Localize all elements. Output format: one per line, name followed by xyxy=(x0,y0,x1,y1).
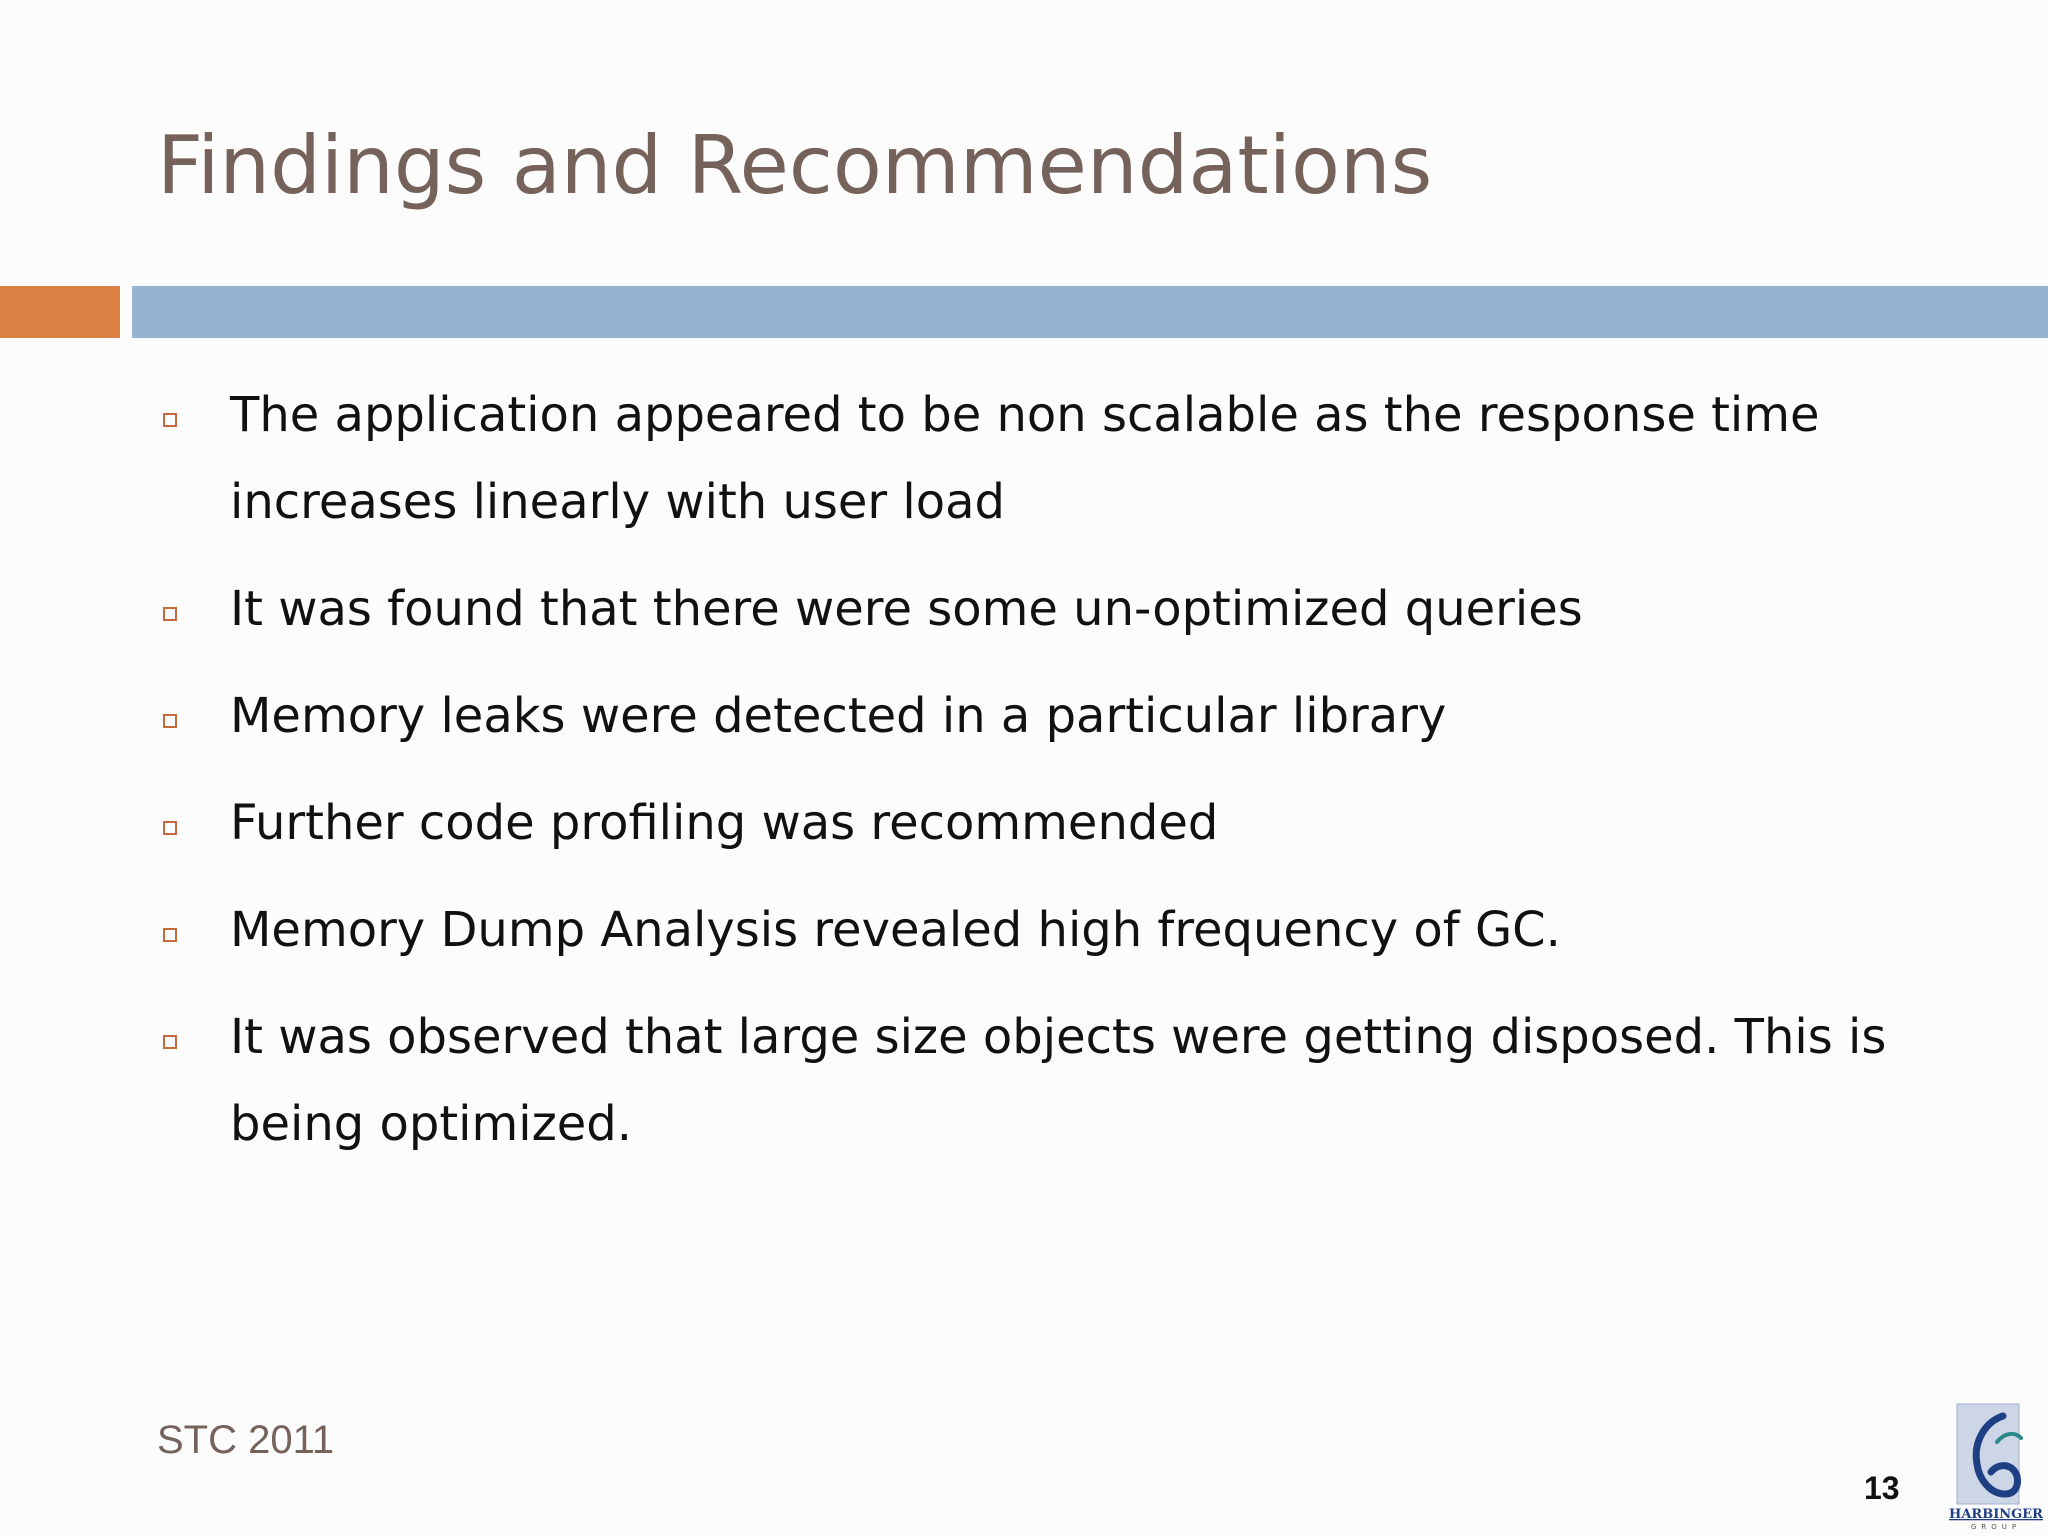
accent-bar-orange xyxy=(0,286,120,338)
hollow-square-icon xyxy=(163,928,177,942)
hollow-square-icon xyxy=(163,714,177,728)
hollow-square-icon xyxy=(163,821,177,835)
bullet-item xyxy=(157,780,1957,867)
bullet-item xyxy=(157,887,1957,974)
bullet-text: It was observed that large size objects were getting disposed. This is being optimized. xyxy=(230,1009,1887,1152)
page-number: 13 xyxy=(1864,1470,1900,1506)
hollow-square-icon xyxy=(163,1035,177,1049)
bullet-list xyxy=(157,372,1957,1188)
bullet-text: Further code profiling was recommended xyxy=(230,795,1219,851)
harbinger-logo-icon xyxy=(1949,1402,2043,1531)
bullet-text: It was found that there were some un-optimized queries xyxy=(230,581,1583,637)
bullet-text: The application appeared to be non scalable as the response time increases linearly with user load xyxy=(230,387,1820,530)
svg-text:HARBINGER: HARBINGER xyxy=(1949,1507,2043,1522)
slide-title: Findings and Recommendations xyxy=(157,119,1433,212)
bullet-item xyxy=(157,994,1957,1168)
footer-label: STC 2011 xyxy=(157,1418,335,1462)
bullet-item xyxy=(157,566,1957,653)
svg-text:GROUP: GROUP xyxy=(1970,1523,2022,1531)
hollow-square-icon xyxy=(163,607,177,621)
bullet-item xyxy=(157,372,1957,546)
accent-bar-blue xyxy=(132,286,2048,338)
bullet-item xyxy=(157,673,1957,760)
hollow-square-icon xyxy=(163,413,177,427)
bullet-text: Memory Dump Analysis revealed high frequency of GC. xyxy=(230,902,1561,958)
bullet-text: Memory leaks were detected in a particular library xyxy=(230,688,1447,744)
